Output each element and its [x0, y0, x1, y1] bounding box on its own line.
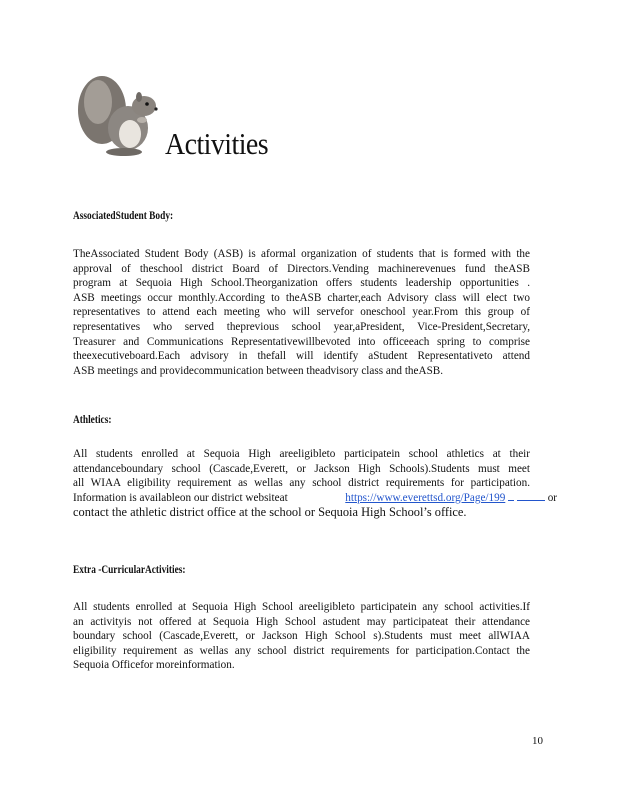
page-title: Activities	[165, 126, 269, 161]
section-body-asb	[73, 247, 530, 378]
text-line: ASB meetings occur monthly.According to theASB charter,each Advisory class will elect two	[73, 291, 530, 304]
text-line: an activityis not offered at Sequoia High School astudent may participateat their attendance	[73, 615, 530, 628]
text-line: theexecutiveboard.Each advisory in thefall will identify aStudent Representativeto attend	[73, 350, 530, 363]
text-line: representatives to attend each meeting who will servefor oneschool year.From this group of	[73, 306, 530, 319]
text-line: contact the athletic district office at the school or Sequoia High School’s office.	[73, 505, 467, 520]
text-line: Sequoia Officefor moreinformation.	[73, 659, 235, 672]
text-line: ASB meetings and providecommunication between theadvisory class and theASB.	[73, 364, 444, 377]
text-line: approval of theschool district Board of Directors.Vending machinerevenues fund theASB	[73, 262, 530, 275]
section-body-extracurricular	[73, 600, 530, 673]
district-website-link[interactable]: https://www.everettsd.org/Page/199	[345, 491, 506, 504]
text-line: all WIAA eligibility requirement as wellas any school district requirements for participation.	[73, 477, 530, 490]
text-line-end: or	[547, 491, 558, 504]
text-line: All students enrolled at Sequoia High School areeligibleto participatein any school activities.If	[73, 601, 530, 613]
text-line: boundary school (Cascade,Everett, or Jackson High School s).Students must meet allWIAA	[73, 630, 530, 643]
page-number: 10	[532, 735, 543, 747]
section-body-athletics	[73, 447, 558, 520]
text-line: attendanceboundary school (Cascade,Everett, or Jackson High Schools).Students must meet	[73, 462, 530, 475]
squirrel-image	[72, 72, 164, 160]
section-heading-athletics: Athletics:	[73, 412, 112, 426]
text-line: eligibility requirement as wellas any school district requirements for participation.Contact the	[73, 644, 530, 657]
text-line: All students enrolled at Sequoia High areeligibleto participatein school athletics at their	[73, 448, 530, 460]
text-line	[73, 491, 558, 506]
text-line: Treasurer and Communications Representativewillbevoted into officeeach spring to comprise	[73, 335, 530, 348]
section-heading-extracurricular: Extra -CurricularActivities:	[73, 562, 186, 576]
section-heading-asb: AssociatedStudent Body:	[73, 208, 174, 222]
text-line: representatives who served theprevious school year,aPresident, Vice-President,Secretary,	[73, 320, 530, 333]
text-line: program at Sequoia High School.Theorganization offers students leadership opportunities .	[73, 277, 530, 290]
text-line: TheAssociated Student Body (ASB) is aformal organization of students that is formed with the	[73, 248, 530, 260]
text-line-start: Information is availableon our district websiteat	[73, 491, 288, 504]
